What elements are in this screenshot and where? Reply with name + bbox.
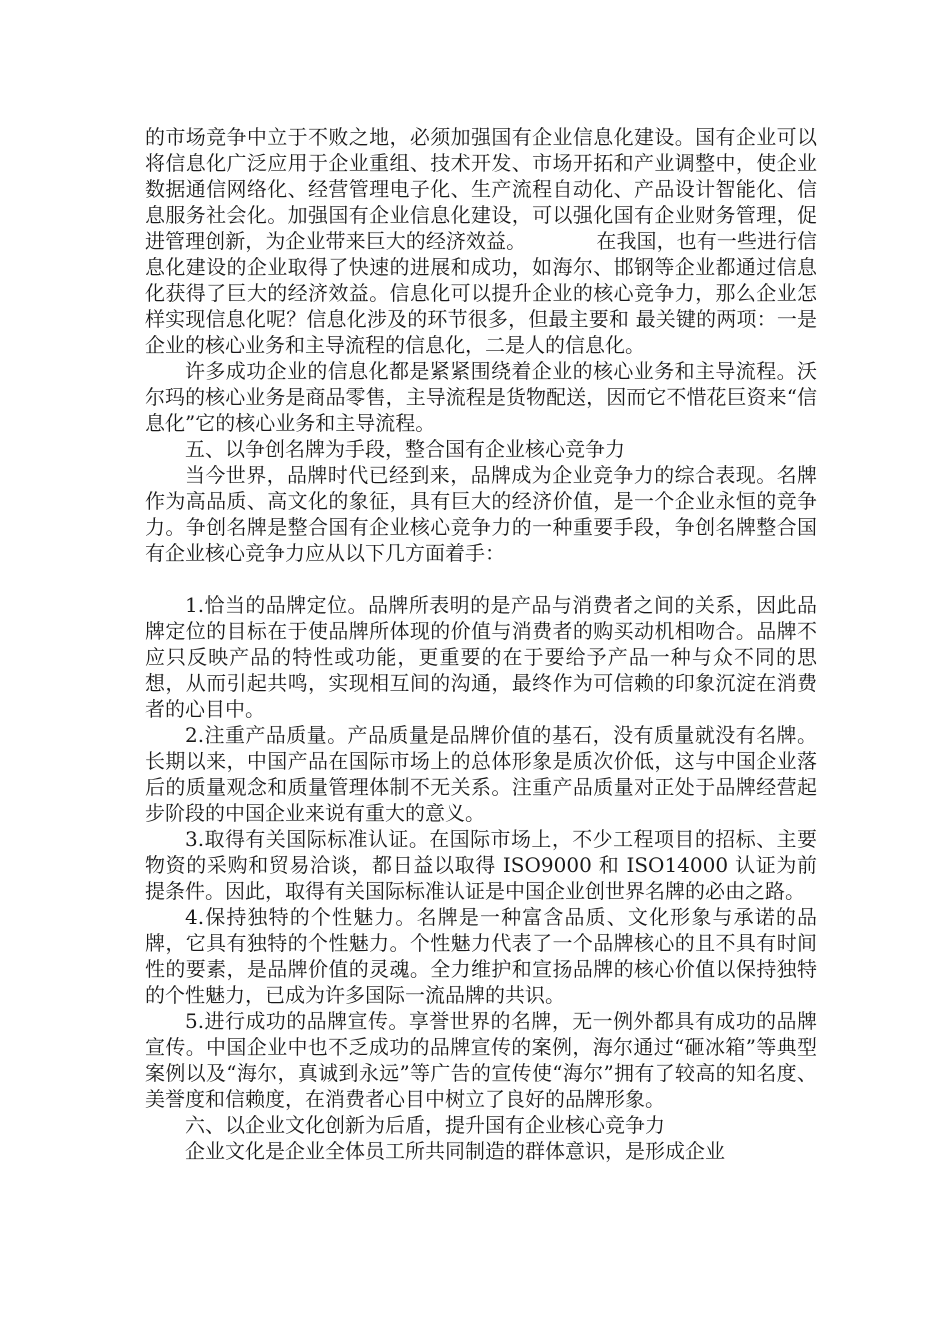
list-item-brand-positioning: 1.恰当的品牌定位。品牌所表明的是产品与消费者之间的关系，因此品牌定位的目标在于使品牌所体现的价值与消费者的购买动机相吻合。品牌不应只反映产品的特性或功能，更重要的在于要给予产品一种与众不同的思想，从而引起共鸣，实现相互间的沟通，最终作为可信赖的印象沉淀在消费者的心目中。 [145, 593, 817, 721]
paragraph-walmart-example: 许多成功企业的信息化都是紧紧围绕着企业的核心业务和主导流程。沃尔玛的核心业务是商品零售，主导流程是货物配送，因而它不惜花巨资来“信息化”它的核心业务和主导流程。 [145, 359, 817, 435]
paragraph-gap [145, 566, 817, 592]
list-item-brand-personality: 4.保持独特的个性魅力。名牌是一种富含品质、文化形象与承诺的品牌，它具有独特的个性魅力。个性魅力代表了一个品牌核心的且不具有时间性的要素，是品牌价值的灵魂。全力维护和宣扬品牌的核心价值以保持独特的个性魅力，已成为许多国际一流品牌的共识。 [145, 905, 817, 1007]
paragraph-brand-era: 当今世界，品牌时代已经到来，品牌成为企业竞争力的综合表现。名牌作为高品质、高文化的象征，具有巨大的经济价值，是一个企业永恒的竞争力。争创名牌是整合国有企业核心竞争力的一种重要手段，争创名牌整合国有企业核心竞争力应从以下几方面着手： [145, 463, 817, 565]
list-item-brand-promotion: 5.进行成功的品牌宣传。享誉世界的名牌，无一例外都具有成功的品牌宣传。中国企业中也不乏成功的品牌宣传的案例，海尔通过“砸冰箱”等典型案例以及“海尔，真诚到永远”等广告的宣传使“海尔”拥有了较高的知名度、美誉度和信赖度，在消费者心目中树立了良好的品牌形象。 [145, 1009, 817, 1111]
list-item-product-quality: 2.注重产品质量。产品质量是品牌价值的基石，没有质量就没有名牌。长期以来，中国产品在国际市场上的总体形象是质次价低，这与中国企业落后的质量观念和质量管理体制不无关系。注重产品质量对正处于品牌经营起步阶段的中国企业来说有重大的意义。 [145, 723, 817, 825]
paragraph-corporate-culture: 企业文化是企业全体员工所共同制造的群体意识，是形成企业 [185, 1139, 725, 1163]
section-heading-six: 六、以企业文化创新为后盾，提升国有企业核心竞争力 [185, 1113, 665, 1137]
paragraph-informatization-intro: 的市场竞争中立于不败之地，必须加强国有企业信息化建设。国有企业可以将信息化广泛应用于企业重组、技术开发、市场开拓和产业调整中，使企业数据通信网络化、经营管理电子化、生产流程自动化、产品设计智能化、信息服务社会化。加强国有企业信息化建设，可以强化国有企业财务管理，促进管理创新，为企业带来巨大的经济效益。 在我国，也有一些进行信息化建设的企业取得了快速的进展和成功，如海尔、邯钢等企业都通过信息化获得了巨大的经济效益。信息化可以提升企业的核心竞争力，那么企业怎样实现信息化呢？信息化涉及的环节很多，但最主要和 最关键的两项：一是企业的核心业务和主导流程的信息化，二是人的信息化。 [145, 125, 817, 357]
section-heading-five: 五、以争创名牌为手段，整合国有企业核心竞争力 [185, 437, 625, 461]
document-body [145, 124, 817, 1164]
list-item-iso-certification: 3.取得有关国际标准认证。在国际市场上，不少工程项目的招标、主要物资的采购和贸易洽谈，都日益以取得 ISO9000 和 ISO14000 认证为前提条件。因此，取得有关国际标准认证是中国企业创世界名牌的必由之路。 [145, 827, 817, 903]
